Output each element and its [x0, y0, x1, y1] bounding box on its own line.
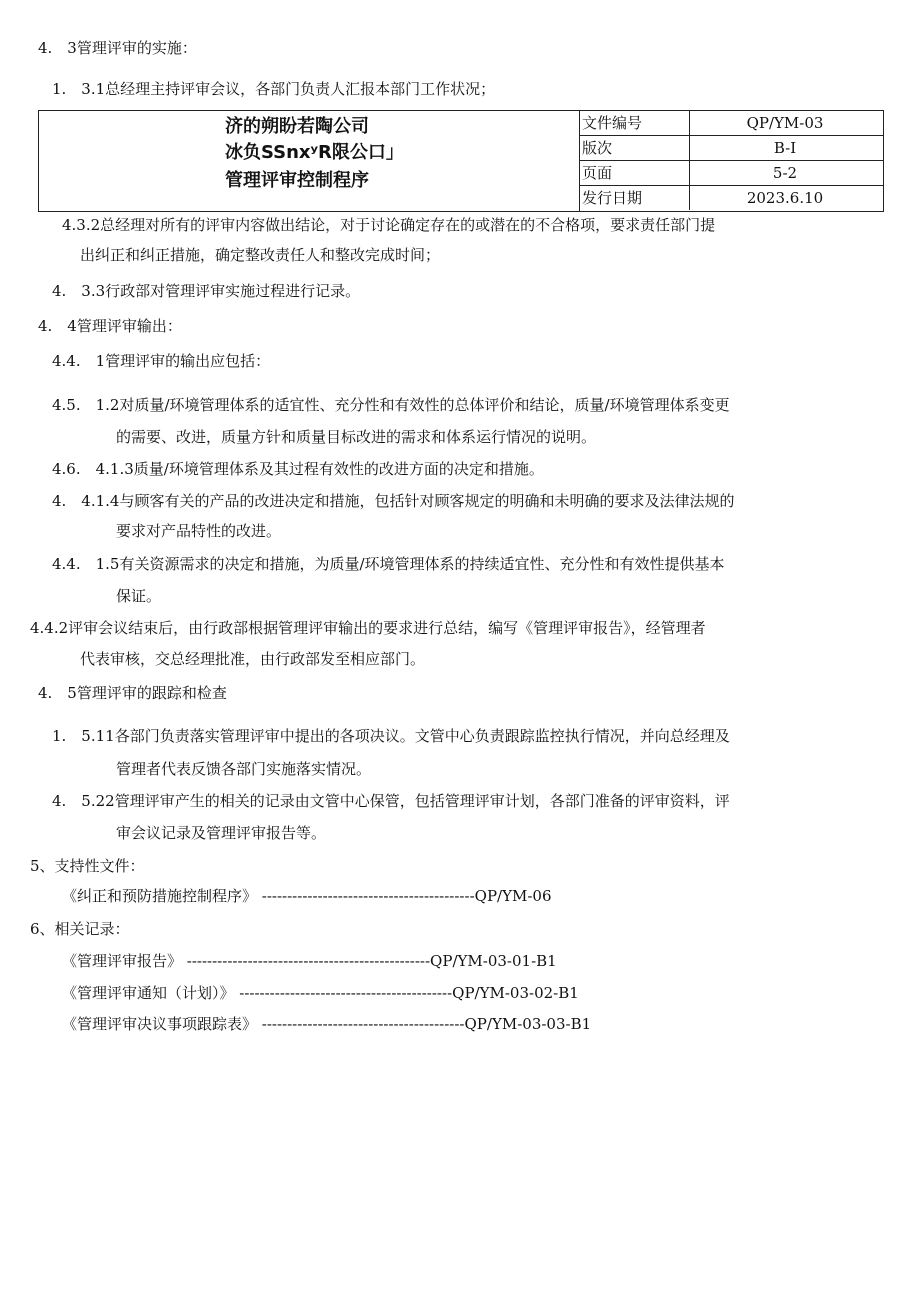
item-4-4-1-5-cont: 保证。 — [116, 587, 162, 605]
item-4-4-1-4-cont: 要求对产品特性的改进。 — [116, 522, 282, 540]
record-entry: 《管理评审通知（计划）》 ------------------------------------------QP/YM-03-02-B1 — [62, 984, 579, 1002]
item-5-11-cont: 管理者代表反馈各部门实施落实情况。 — [116, 760, 372, 778]
meta-value: 2023.6.10 — [746, 189, 824, 207]
meta-key: 页面 — [582, 161, 690, 185]
item-5-11: 1. 5.11各部门负责落实管理评审中提出的各项决议。文管中心负责跟踪监控执行情况，并向总经理及 — [52, 727, 730, 745]
document-meta — [580, 111, 883, 211]
item-4-5-1-2-cont: 的需要、改进，质量方针和质量目标改进的需求和体系运行情况的说明。 — [116, 428, 597, 446]
meta-key: 版次 — [582, 136, 690, 160]
item-4-5-1-2: 4.5. 1.2对质量/环境管理体系的适宜性、充分性和有效性的总体评价和结论，质量/环境管理体系变更 — [52, 396, 730, 414]
company-block — [39, 111, 580, 211]
procedure-title: 管理评审控制程序 — [225, 170, 369, 191]
item-4-3-2: 4.3.2总经理对所有的评审内容做出结论，对于讨论确定存在的或潜在的不合格项，要求责任部门提 — [62, 216, 716, 234]
supporting-doc-entry: 《纠正和预防措施控制程序》 ------------------------------------------QP/YM-06 — [62, 887, 552, 905]
meta-row-version — [580, 136, 883, 161]
company-name-line-2: 冰负SSnxʸR限公口」 — [225, 142, 404, 163]
meta-value: 5-2 — [772, 164, 798, 182]
item-4-3-3: 4. 3.3行政部对管理评审实施过程进行记录。 — [52, 282, 361, 300]
section-6-records: 6、相关记录： — [30, 920, 130, 938]
item-4-3-2-cont: 出纠正和纠正措施，确定整改责任人和整改完成时间； — [80, 246, 441, 264]
meta-value: QP/YM-03 — [746, 114, 824, 132]
section-4-5-heading: 4. 5管理评审的跟踪和检查 — [38, 684, 227, 702]
meta-row-issue-date — [580, 186, 883, 211]
meta-row-page — [580, 161, 883, 186]
meta-key: 文件编号 — [582, 111, 690, 135]
section-4-4-heading: 4. 4管理评审输出： — [38, 317, 182, 335]
item-4-4-1: 4.4. 1管理评审的输出应包括： — [52, 352, 271, 370]
item-4-4-2: 4.4.2评审会议结束后，由行政部根据管理评审输出的要求进行总结，编写《管理评审报告》，经管理者 — [30, 619, 706, 637]
item-4-4-1-5: 4.4. 1.5有关资源需求的决定和措施，为质量/环境管理体系的持续适宜性、充分性和有效性提供基本 — [52, 555, 725, 573]
meta-value: B-I — [773, 139, 797, 157]
item-4-4-1-4: 4. 4.1.4与顾客有关的产品的改进决定和措施，包括针对顾客规定的明确和未明确的要求及法律法规的 — [52, 492, 735, 510]
document-header-table — [38, 110, 884, 212]
meta-row-doc-number — [580, 111, 883, 136]
item-4-4-2-cont: 代表审核，交总经理批准，由行政部发至相应部门。 — [80, 650, 426, 668]
item-5-22-cont: 审会议记录及管理评审报告等。 — [116, 824, 327, 842]
record-entry: 《管理评审报告》 ------------------------------------------------QP/YM-03-01-B1 — [62, 952, 557, 970]
item-5-22: 4. 5.22管理评审产生的相关的记录由文管中心保管，包括管理评审计划，各部门准备的评审资料，评 — [52, 792, 730, 810]
item-4-3-1: 1. 3.1总经理主持评审会议，各部门负责人汇报本部门工作状况； — [52, 80, 496, 98]
section-4-3-heading: 4. 3管理评审的实施： — [38, 39, 197, 57]
item-4-6-4-1-3: 4.6. 4.1.3质量/环境管理体系及其过程有效性的改进方面的决定和措施。 — [52, 460, 544, 478]
meta-key: 发行日期 — [582, 186, 690, 210]
record-entry: 《管理评审决议事项跟踪表》 ----------------------------------------QP/YM-03-03-B1 — [62, 1015, 592, 1033]
company-name-line-1: 济的朔盼若陶公司 — [225, 116, 369, 137]
section-5-supporting-docs: 5、支持性文件： — [30, 857, 145, 875]
